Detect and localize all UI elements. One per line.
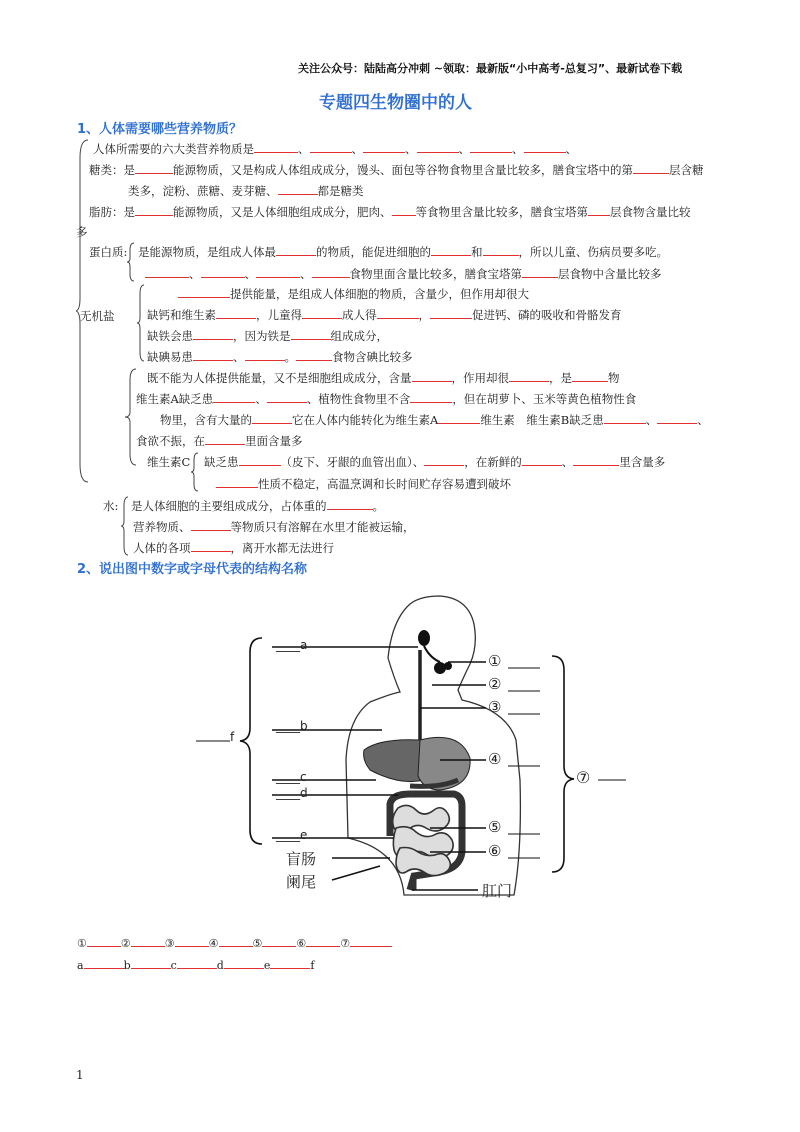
- label-appendix: 阑尾: [286, 873, 317, 891]
- mineral-line-1: 提供能量，是组成人体细胞的物质，含量少，但作用却很大: [178, 286, 529, 302]
- protein-line-2: 、 、 、 食物里面含量比较多，膳食宝塔第 层食物中含量比较多: [145, 266, 662, 282]
- section2-heading: 2、说出图中数字或字母代表的结构名称: [77, 562, 308, 577]
- mineral-label: 无机盐: [80, 309, 115, 323]
- diagram-label-a: ____a: [276, 638, 308, 652]
- diagram-num-1: ①: [488, 652, 502, 670]
- fat-line-2: 多: [76, 225, 88, 239]
- water-line-1: 是人体细胞的主要组成成分，占体重的 。: [131, 499, 384, 513]
- section1-heading: 1、人体需要哪些营养物质？: [77, 122, 243, 137]
- right-answer-blanks: [508, 668, 626, 858]
- water-line-2: 营养物质、 等物质只有溶解在水里才能被运输，: [133, 520, 415, 534]
- diagram-label-c: ____c: [276, 770, 307, 784]
- small-intestine: [393, 805, 453, 875]
- liver: [364, 740, 424, 782]
- mineral-line-4: 缺碘易患 、 。 食物含碘比较多: [147, 350, 413, 364]
- sugar-line-2: 类多，淀粉、蔗糖、麦芽糖、 都是糖类: [128, 184, 364, 198]
- right-brace-7: [552, 656, 574, 872]
- page-number: 1: [76, 1068, 84, 1082]
- water-label: 水:: [103, 499, 119, 513]
- page-title: 专题四生物圈中的人: [319, 93, 472, 113]
- diagram-label-b: ____b: [276, 719, 308, 733]
- vitamin-line-4: 食欲不振，在 里面含量多: [136, 434, 303, 448]
- vitamin-line-2: 维生素A缺乏患 、 、植物性食物里不含 ，但在胡萝卜、玉米等黄色植物性食: [136, 392, 637, 406]
- answers-numbers: ① ② ③ ④ ⑤ ⑥ ⑦: [77, 936, 392, 950]
- protein-label: 蛋白质:: [89, 245, 128, 259]
- vitamin-c-brace: [190, 452, 200, 492]
- mouth-structures: [418, 630, 452, 674]
- diagram-num-7: ⑦: [576, 768, 591, 787]
- diagram-label-f: f: [230, 730, 235, 744]
- digestive-system-diagram: [0, 590, 800, 910]
- diagram-num-6: ⑥: [488, 842, 502, 860]
- mineral-line-2: 缺钙和维生素 ，儿童得 成人得 ， 促进钙、磷的吸收和骨骼发育: [147, 308, 622, 322]
- label-anus: 肛门: [482, 882, 513, 900]
- label-cecum: 盲肠: [286, 850, 317, 868]
- diagram-label-d: ____d: [276, 786, 308, 800]
- vitamin-line-3: 物里，含有大量的 它在人体内能转化为维生素A 维生素 维生素B缺乏患 、 、: [160, 413, 709, 427]
- diagram-num-3: ③: [488, 698, 502, 716]
- vitamin-line-6: 性质不稳定，高温烹调和长时间贮存容易遭到破坏: [216, 476, 511, 492]
- intro-text: 人体所需要的六大类营养物质是: [93, 142, 254, 156]
- protein-line-1: 是能源物质，是组成人体最 的物质，能促进细胞的 和 ，所以儿童、伤病员要多吃。: [138, 245, 668, 259]
- vitamin-c-label: 维生素C: [147, 455, 191, 469]
- fat-line-1: 脂肪：是 能源物质，又是人体细胞组成成分，肥肉、 等食物里含量比较多，膳食宝塔第 层食物含量比较: [89, 205, 691, 219]
- diagram-num-2: ②: [488, 675, 502, 693]
- intro-line: 人体所需要的六大类营养物质是 、 、 、 、 、 、: [93, 142, 577, 156]
- protein-brace: [126, 242, 136, 282]
- answers-letters: a b c d e f: [77, 959, 315, 972]
- sugar-line-1: 糖类：是 能源物质，又是构成人体组成成分，馒头、面包等谷物食物里含量比较多，膳食宝塔中的第 层含糖: [89, 163, 704, 177]
- water-brace: [120, 496, 130, 556]
- mineral-line-3: 缺铁会患 ，因为铁是 组成成分，: [147, 329, 388, 343]
- vitamin-line-1: 既不能为人体提供能量，又不是细胞组成成分，含量 ，作用却很 ，是 物: [147, 371, 620, 385]
- mineral-brace: [136, 284, 146, 362]
- left-brace-f: [240, 638, 262, 844]
- promo-header: 关注公众号：陆陆高分冲刺 ~领取：最新版“小中高考-总复习”、最新试卷下载: [298, 62, 683, 75]
- vitamin-brace: [124, 368, 138, 466]
- diagram-num-5: ⑤: [488, 818, 502, 836]
- diagram-label-e: ____e: [276, 828, 308, 842]
- vitamin-line-5: 缺乏患 （皮下、牙龈的血管出血）、 ，在新鲜的 、 里含量多: [204, 455, 666, 469]
- diagram-num-4: ④: [488, 750, 502, 768]
- water-line-3: 人体的各项 ，离开水都无法进行: [133, 541, 334, 555]
